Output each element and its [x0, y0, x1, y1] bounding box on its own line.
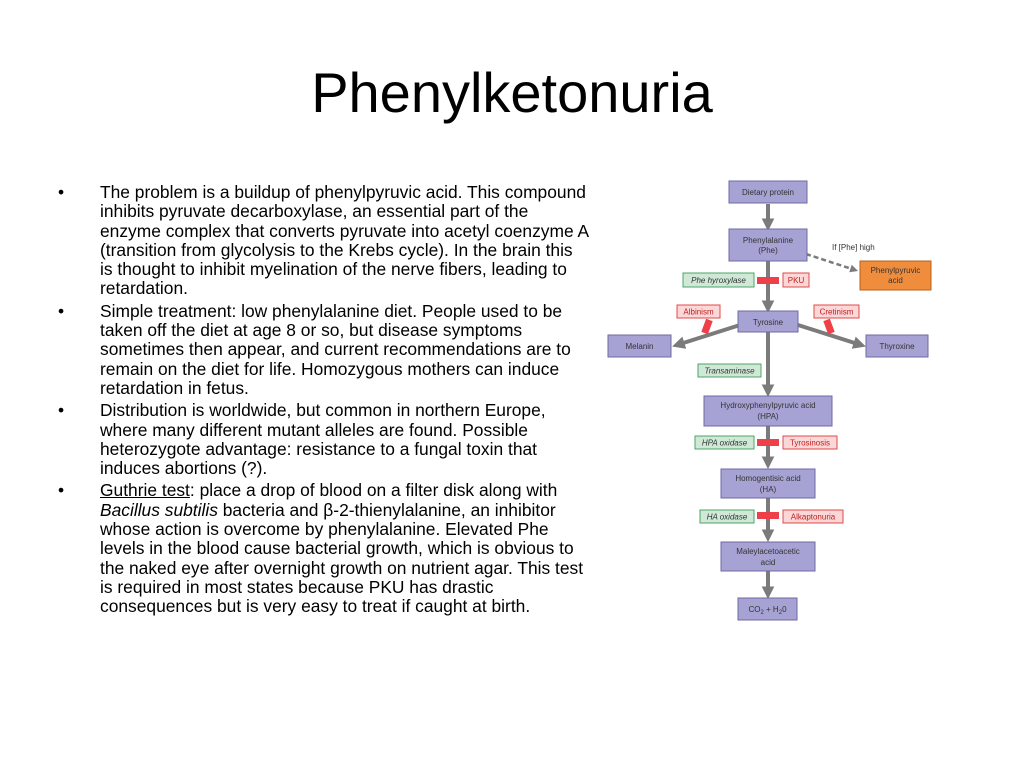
svg-text:acid: acid: [760, 558, 776, 567]
svg-text:Alkaptonuria: Alkaptonuria: [790, 512, 836, 522]
ha-oxidase-label: [700, 510, 754, 523]
bullet-text: Simple treatment: low phenylalanine diet. People used to be taken off the diet at age 8 or so, but disease symptoms sometimes then appear, and current recommendations are to remain on the diet for life. Homozygous mothers can induce retardation in fetus.: [100, 300, 571, 398]
arrow-phe-to-phenylpyruvic: [806, 254, 855, 270]
maleylacetoacetic-acid-box: [721, 542, 815, 571]
thyroxine-box: [866, 335, 928, 357]
albinism-block-icon: [701, 319, 712, 335]
svg-text:(HA): (HA): [759, 485, 777, 494]
transaminase-label: [698, 364, 761, 377]
svg-text:Phenylalanine: Phenylalanine: [742, 236, 794, 245]
slide-title: Phenylketonuria: [311, 61, 713, 124]
svg-text:acid: acid: [888, 276, 903, 285]
tyrosine-box: [738, 311, 798, 332]
bacillus-name: Bacillus subtilis: [100, 499, 218, 520]
phenylalanine-box: [729, 229, 807, 261]
hpa-box: [704, 396, 832, 426]
if-phe-high-label: If [Phe] high: [832, 243, 875, 252]
tyrosinosis-block-icon: [757, 439, 779, 446]
phe-hydroxylase-label: [683, 273, 754, 287]
svg-text:(Phe): (Phe): [758, 246, 778, 255]
svg-text:PKU: PKU: [787, 276, 805, 285]
albinism-label: [677, 305, 720, 318]
pku-label: [783, 273, 809, 287]
svg-text:Maleylacetoacetic: Maleylacetoacetic: [736, 547, 800, 556]
svg-text:Phe hyroxylase: Phe hyroxylase: [691, 276, 746, 285]
svg-text:Dietary protein: Dietary protein: [741, 188, 795, 197]
tyrosinosis-label: [783, 436, 837, 449]
alkaptonuria-block-icon: [757, 512, 779, 519]
bullet-dot-icon: •: [58, 182, 65, 202]
alkaptonuria-label: [783, 510, 843, 523]
phenylpyruvic-acid-box: [860, 261, 931, 290]
svg-text:Tyrosinosis: Tyrosinosis: [789, 438, 831, 448]
hpa-oxidase-label: [695, 436, 754, 449]
bullet-text: : place a drop of blood on a filter disk along with: [189, 480, 558, 501]
svg-text:Phenylpyruvic: Phenylpyruvic: [870, 266, 921, 275]
bullet-text: bacteria and β-2-thienylalanine, an inhibitor whose action is overcome by phenylalanine. Elevated Phe levels in the blood cause bacterial growth, which is obvious to the naked eye after overnight growth on nutrient agar. This test is required in most states because PKU has drastic consequences but is very easy to treat if caught at birth.: [100, 499, 584, 617]
svg-text:Cretinism: Cretinism: [819, 307, 854, 317]
cretinism-label: [814, 305, 859, 318]
pku-block-icon: [757, 277, 779, 284]
svg-text:Tyrosine: Tyrosine: [752, 318, 784, 327]
svg-text:Thyroxine: Thyroxine: [879, 342, 915, 351]
homogentisic-acid-box: [721, 469, 815, 498]
svg-text:(HPA): (HPA): [757, 412, 779, 421]
melanin-box: [608, 335, 671, 357]
bullet-dot-icon: •: [58, 400, 65, 421]
dietary-protein-box: [729, 181, 807, 203]
svg-text:HA oxidase: HA oxidase: [706, 512, 748, 522]
svg-text:HPA oxidase: HPA oxidase: [701, 438, 748, 448]
bullet-text: The problem is a buildup of phenylpyruvic acid. This compound inhibits pyruvate decarboxylase, an essential part of the enzyme complex that converts pyruvate into acetyl coenzyme A (transition from glycolysis to the Krebs cycle). In the brain this is thought to inhibit myelination of the nerve fibers, leading to retardation.: [100, 182, 589, 299]
bullet-text: Distribution is worldwide, but common in northern Europe, where many different mutant alleles are found. Possible heterozygote advantage: resistance to a fungal toxin that induces abortions (?).: [100, 400, 546, 479]
bullet-dot-icon: •: [58, 480, 65, 501]
svg-text:Hydroxyphenylpyruvic acid: Hydroxyphenylpyruvic acid: [720, 401, 816, 410]
co2-h2o-box: [738, 598, 797, 620]
svg-text:Albinism: Albinism: [683, 307, 714, 317]
svg-text:Homogentisic acid: Homogentisic acid: [735, 474, 801, 483]
svg-text:Melanin: Melanin: [625, 342, 654, 351]
guthrie-test-term: Guthrie test: [100, 480, 190, 501]
svg-text:Transaminase: Transaminase: [704, 366, 755, 376]
bullet-dot-icon: •: [58, 300, 65, 321]
svg-text:CO2 + H20: $CO_2 + H_20$: [748, 605, 787, 616]
